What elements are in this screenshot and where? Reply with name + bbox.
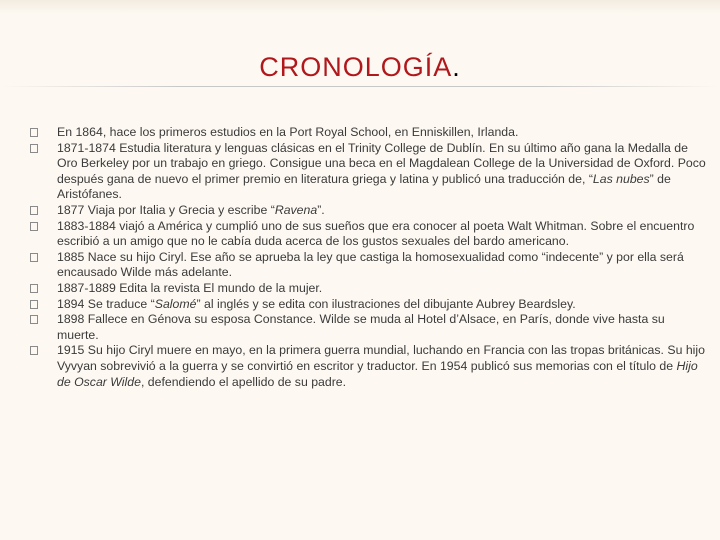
top-edge-shadow — [0, 0, 720, 14]
bullet-list — [30, 125, 706, 390]
item-italic-text: Ravena — [274, 202, 318, 217]
list-item-text — [57, 219, 706, 250]
item-text: ”. — [317, 202, 325, 217]
list-item — [30, 219, 706, 250]
item-text: ” de Aristófanes. — [57, 171, 671, 202]
square-bullet-icon — [30, 206, 38, 215]
square-bullet-icon — [30, 284, 38, 293]
item-italic-text: Las nubes — [592, 171, 650, 186]
list-item — [30, 312, 706, 343]
list-item-text — [57, 281, 706, 297]
list-item-text — [57, 297, 706, 313]
square-bullet-icon — [30, 222, 38, 231]
list-item — [30, 297, 706, 313]
list-item-text — [57, 343, 706, 390]
item-text: 1887-1889 Edita la revista El mundo de la mujer. — [57, 280, 323, 295]
list-item-text — [57, 141, 706, 203]
list-item-text — [57, 250, 706, 281]
item-text: 1883-1884 viajó a América y cumplió uno de sus sueños que era conocer al poeta Walt Whitman. Sobre el encuentro escribió a un amigo que no le cabía duda acerca de los gustos sexuales del bardo americano. — [57, 218, 695, 249]
title-divider — [0, 86, 720, 87]
item-text: 1915 Su hijo Ciryl muere en mayo, en la primera guerra mundial, luchando en Francia con las tropas británicas. Su hijo Vyvyan sobrevivió a la guerra y se convirtió en escritor y traductor. En 1954 publicó sus memorias con el título de — [57, 343, 705, 373]
item-italic-text: Salomé — [154, 296, 197, 311]
list-item-text — [57, 203, 706, 219]
square-bullet-icon — [30, 346, 38, 355]
item-text: 1877 Viaja por Italia y Grecia y escribe “ — [57, 202, 275, 217]
item-text: ” al inglés y se edita con ilustraciones del dibujante Aubrey Beardsley. — [196, 296, 576, 311]
list-item — [30, 203, 706, 219]
list-item-text — [57, 312, 706, 343]
list-item — [30, 141, 706, 203]
list-item — [30, 281, 706, 297]
item-text: En 1864, hace los primeros estudios en la Port Royal School, en Enniskillen, Irlanda. — [57, 125, 519, 139]
list-item — [30, 250, 706, 281]
square-bullet-icon — [30, 128, 38, 137]
square-bullet-icon — [30, 315, 38, 324]
slide-title-text: CRONOLOGÍA — [259, 52, 453, 82]
item-text: 1894 Se traduce “ — [57, 296, 155, 311]
square-bullet-icon — [30, 300, 38, 309]
item-text: 1885 Nace su hijo Ciryl. Ese año se aprueba la ley que castiga la homosexualidad como “indecente” y por ella será encausado Wilde más adelante. — [57, 249, 684, 280]
list-item-text — [57, 125, 706, 141]
square-bullet-icon — [30, 144, 38, 153]
item-text: , defendiendo el apellido de su padre. — [140, 374, 347, 389]
list-item — [30, 125, 706, 141]
slide-title-dot: . — [452, 52, 461, 82]
square-bullet-icon — [30, 253, 38, 262]
item-text: 1898 Fallece en Génova su esposa Constance. Wilde se muda al Hotel d’Alsace, en París, donde vive hasta su muerte. — [57, 312, 665, 342]
item-text: 1871-1874 Estudia literatura y lenguas clásicas en el Trinity College de Dublín. En su último año gana la Medalla de Oro Berkeley por un trabajo en griego. Consigue una beca en el Magdalean College de la Universidad de Oxford. Poco después gana de nuevo el primer premio en literatura griega y latina y publicó una traducción de, “ — [57, 140, 706, 186]
item-italic-text: Hijo de Oscar Wilde — [57, 358, 698, 389]
slide-title — [0, 52, 720, 83]
list-item — [30, 343, 706, 390]
